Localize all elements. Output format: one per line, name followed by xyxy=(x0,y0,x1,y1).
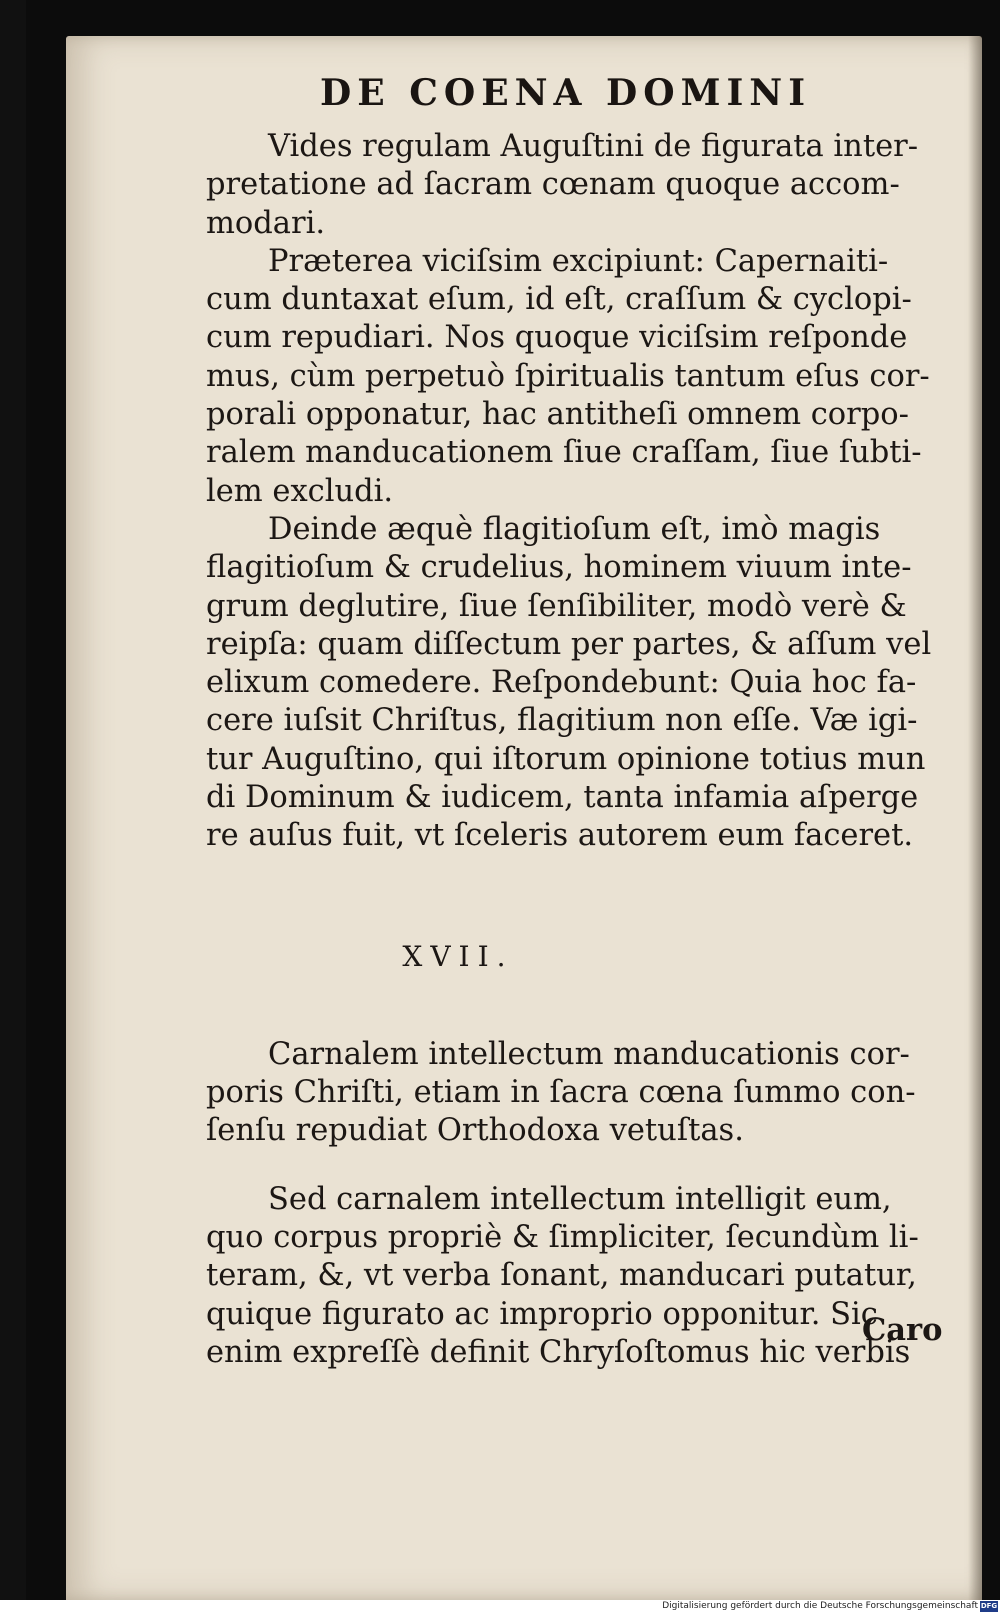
text-line: reipſa: quam diſſectum per partes, & aſſum vel xyxy=(206,626,932,662)
paragraph xyxy=(206,243,966,511)
text-line: cere iuſsit Chriſtus, flagitium non eſſe. Væ igi- xyxy=(206,703,918,739)
text-line: Deinde æquè flagitioſum eſt, imò magis xyxy=(268,511,881,547)
text-line: tur Auguſtino, qui iſtorum opinione totius mun xyxy=(206,741,926,777)
text-line: modari. xyxy=(206,205,326,241)
text-line: Sed carnalem intellectum intelligit eum, xyxy=(268,1181,892,1217)
text-block-2 xyxy=(206,1005,966,1403)
text-line: grum deglutire, ſiue ſenſibiliter, modò verè & xyxy=(206,588,907,624)
text-line: ralem manducationem ſiue craſſam, ſiue ſubti- xyxy=(206,435,922,471)
text-line: mus, cùm perpetuò ſpiritualis tantum eſus cor- xyxy=(206,358,930,394)
text-line: elixum comedere. Reſpondebunt: Quia hoc fa- xyxy=(206,665,917,701)
footer-bar xyxy=(0,1600,1000,1613)
text-line: lem excludi. xyxy=(206,473,394,509)
text-line: re auſus fuit, vt ſceleris autorem eum faceret. xyxy=(206,818,914,854)
text-line: quique figurato ac improprio opponitur. Sic xyxy=(206,1296,878,1332)
text-block-1 xyxy=(206,128,966,856)
text-line: porali opponatur, hac antitheſi omnem corpo- xyxy=(206,397,909,433)
text-line: Præterea viciſsim excipiunt: Capernaiti- xyxy=(268,243,889,279)
paragraph xyxy=(206,1181,966,1372)
text-line: Carnalem intellectum manducationis cor- xyxy=(268,1036,910,1072)
text-line: Vides regulam Auguſtini de figurata inter- xyxy=(268,129,919,164)
section-number: XVII. xyxy=(402,940,514,973)
text-line: ſenſu repudiat Orthodoxa vetuſtas. xyxy=(206,1113,744,1149)
paragraph xyxy=(206,511,966,856)
spine-shadow xyxy=(968,36,982,1600)
text-line: flagitioſum & crudelius, hominem viuum inte- xyxy=(206,550,912,586)
text-line: teram, &, vt verba ſonant, manducari putatur, xyxy=(206,1258,917,1294)
text-line: di Dominum & iudicem, tanta infamia aſperge xyxy=(206,780,919,816)
text-line: cum repudiari. Nos quoque viciſsim reſponde xyxy=(206,320,908,356)
text-line: pretatione ad ſacram cœnam quoque accom- xyxy=(206,167,900,203)
running-head: DE COENA DOMINI xyxy=(320,72,812,114)
dfg-logo: DFG xyxy=(980,1602,998,1610)
paragraph xyxy=(206,1036,966,1151)
text-line: enim expreſſè definit Chryſoſtomus hic verbis xyxy=(206,1335,911,1371)
text-line: quo corpus propriè & ſimpliciter, ſecundùm li- xyxy=(206,1220,919,1256)
paragraph xyxy=(206,128,966,243)
footer-credit: Digitalisierung gefördert durch die Deutsche Forschungsgemeinschaft xyxy=(662,1601,978,1611)
text-line: poris Chriſti, etiam in ſacra cœna ſummo con- xyxy=(206,1074,916,1110)
catchword: Caro xyxy=(862,1312,943,1348)
text-line: cum duntaxat eſum, id eſt, craſſum & cyclopi- xyxy=(206,282,912,318)
